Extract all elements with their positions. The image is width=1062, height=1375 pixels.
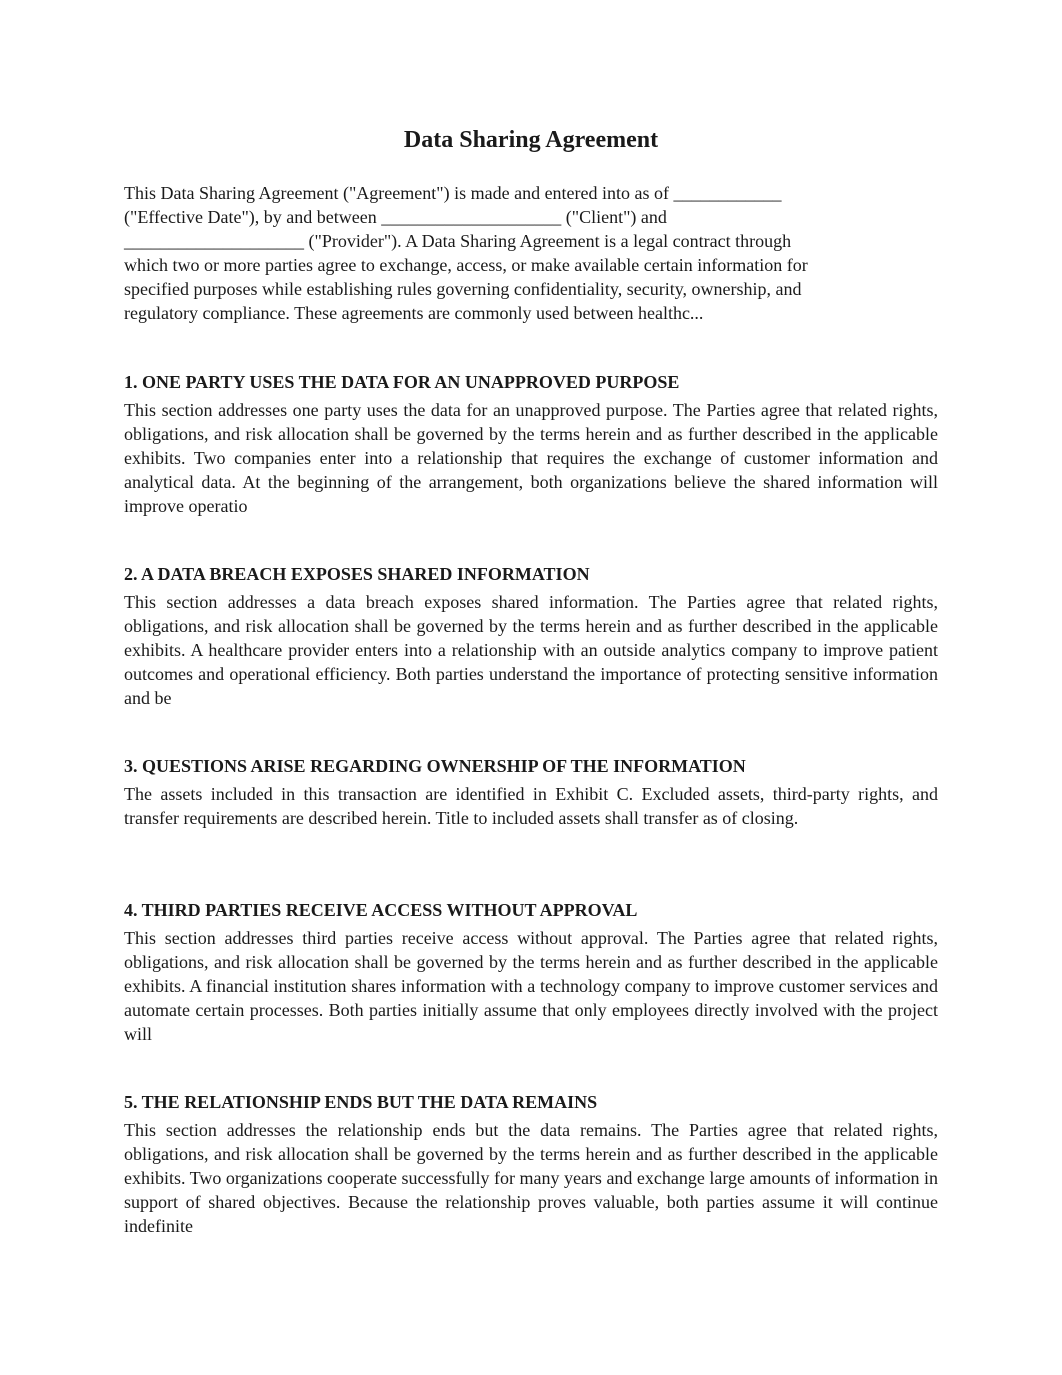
intro-line: This Data Sharing Agreement ("Agreement") is made and entered into as of ____________ <box>124 183 782 203</box>
section-body: This section addresses third parties receive access without approval. The Parties agree that related rights, obligations, and risk allocation shall be governed by the terms herein and as further described in the applicable exhibits. A financial institution shares information with a technology company to improve customer services and automate certain processes. Both parties initially assume that only employees directly involved with the project will <box>124 928 938 1044</box>
intro-line: regulatory compliance. These agreements are commonly used between healthc... <box>124 303 704 323</box>
section-heading: 3. QUESTIONS ARISE REGARDING OWNERSHIP OF THE INFORMATION <box>124 756 746 776</box>
section-body: This section addresses a data breach exposes shared information. The Parties agree that related rights, obligations, and risk allocation shall be governed by the terms herein and as further described in the applicable exhibits. A healthcare provider enters into a relationship with an outside analytics company to improve patient outcomes and operational efficiency. Both parties understand the importance of protecting sensitive information and be <box>124 592 938 708</box>
section-2 <box>124 562 938 710</box>
section-heading: 1. ONE PARTY USES THE DATA FOR AN UNAPPROVED PURPOSE <box>124 372 680 392</box>
section-3 <box>124 754 938 830</box>
document-title: Data Sharing Agreement <box>403 127 659 153</box>
section-4 <box>124 898 938 1046</box>
section-body: This section addresses one party uses the data for an unapproved purpose. The Parties agree that related rights, obligations, and risk allocation shall be governed by the terms herein and as further described in the applicable exhibits. Two companies enter into a relationship that requires the exchange of customer information and analytical data. At the beginning of the arrangement, both organizations believe the shared information will improve operatio <box>124 400 938 516</box>
intro-line: ____________________ ("Provider"). A Data Sharing Agreement is a legal contract through <box>124 231 792 251</box>
section-heading: 4. THIRD PARTIES RECEIVE ACCESS WITHOUT APPROVAL <box>124 900 638 920</box>
intro-line: ("Effective Date"), by and between ____________________ ("Client") and <box>124 207 667 227</box>
section-body: This section addresses the relationship ends but the data remains. The Parties agree that related rights, obligations, and risk allocation shall be governed by the terms herein and as further described in the applicable exhibits. Two organizations cooperate successfully for many years and exchange large amounts of information in support of shared objectives. Because the relationship proves valuable, both parties assume it will continue indefinite <box>124 1120 939 1236</box>
section-heading: 2. A DATA BREACH EXPOSES SHARED INFORMATION <box>124 564 590 584</box>
section-5 <box>124 1090 938 1238</box>
intro-line: specified purposes while establishing rules governing confidentiality, security, ownership, and <box>124 279 802 299</box>
intro-line: which two or more parties agree to exchange, access, or make available certain information for <box>124 255 808 275</box>
intro-paragraph <box>124 181 944 325</box>
section-heading: 5. THE RELATIONSHIP ENDS BUT THE DATA REMAINS <box>124 1092 598 1112</box>
section-body: The assets included in this transaction are identified in Exhibit C. Excluded assets, third-party rights, and transfer requirements are described herein. Title to included assets shall transfer as of closing. <box>124 784 938 828</box>
section-1 <box>124 370 938 518</box>
